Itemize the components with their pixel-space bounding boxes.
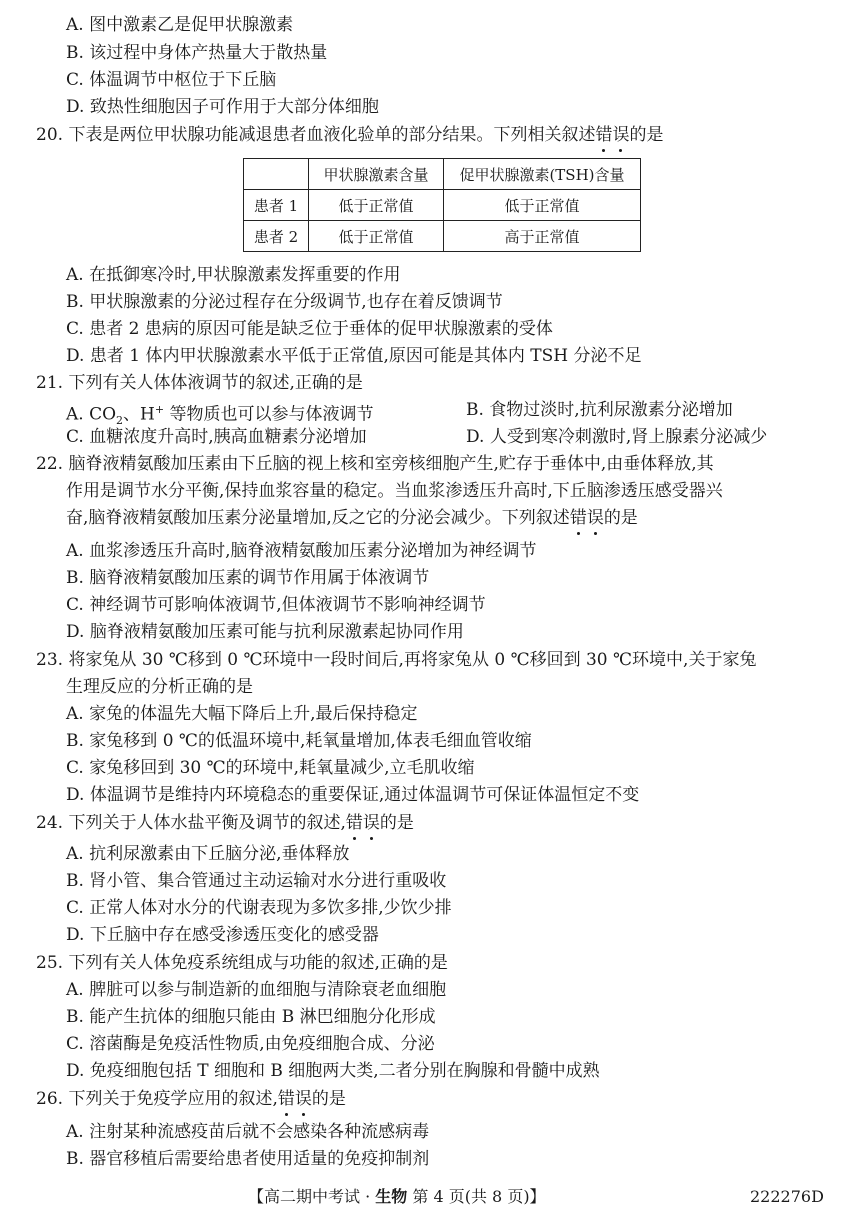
q24-option-a: A. 抗利尿激素由下丘脑分泌,垂体释放 [66,844,350,864]
q23-stem-line: 生理反应的分析正确的是 [66,677,253,697]
q21-option-d: D. 人受到寒冷刺激时,肾上腺素分泌减少 [466,427,768,447]
q20-stem-end: 的是 [629,125,664,145]
emphasis-char: 误 [362,813,380,833]
footer-exam-name: 【高二期中考试 · [248,1187,376,1206]
q22-option-c: C. 神经调节可影响体液调节,但体液调节不影响神经调节 [66,595,486,615]
q22-stem-line: 作用是调节水分平衡,保持血浆容量的稳定。当血浆渗透压升高时,下丘脑渗透压感受器兴 [66,481,723,501]
q23-option-a: A. 家兔的体温先大幅下降后上升,最后保持稳定 [66,704,418,724]
q23-option-b: B. 家兔移到 0 ℃的低温环境中,耗氧量增加,体表毛细血管收缩 [66,731,532,751]
q24-stem [36,812,414,834]
q26-option-a: A. 注射某种流感疫苗后就不会感染各种流感病毒 [66,1122,430,1142]
table-cell: 高于正常值 [444,221,641,252]
q20-option-d: D. 患者 1 体内甲状腺激素水平低于正常值,原因可能是其体内 TSH 分泌不足 [66,346,642,366]
table-cell: 低于正常值 [309,221,444,252]
table-header-cell [244,159,309,190]
q26-stem-end: 的是 [311,1089,346,1109]
table-cell: 患者 1 [244,190,309,221]
emphasis-char: 误 [586,508,604,528]
q23-option-c: C. 家兔移回到 30 ℃的环境中,耗氧量减少,立毛肌收缩 [66,758,475,778]
table-row [244,190,641,221]
q25-option-d: D. 免疫细胞包括 T 细胞和 B 细胞两大类,二者分别在胸腺和骨髓中成熟 [66,1061,600,1081]
table-cell: 患者 2 [244,221,309,252]
q25-option-a: A. 脾脏可以参与制造新的血细胞与清除衰老血细胞 [66,980,447,1000]
q21-stem: 21. 下列有关人体体液调节的叙述,正确的是 [36,373,363,393]
emphasis-char: 错 [277,1089,295,1109]
emphasis-char: 错 [569,508,587,528]
thyroid-results-table [243,158,641,252]
table-header-cell: 甲状腺激素含量 [309,159,444,190]
q22-stem-line: 22. 脑脊液精氨酸加压素由下丘脑的视上核和室旁核细胞产生,贮存于垂体中,由垂体释放,其 [36,454,714,474]
q22-stem-text: 奋,脑脊液精氨酸加压素分泌量增加,反之它的分泌会减少。下列叙述 [66,508,570,528]
q24-option-b: B. 肾小管、集合管通过主动运输对水分进行重吸收 [66,871,447,891]
q24-option-d: D. 下丘脑中存在感受渗透压变化的感受器 [66,925,379,945]
q23-option-d: D. 体温调节是维持内环境稳态的重要保证,通过体温调节可保证体温恒定不变 [66,785,640,805]
q22-option-d: D. 脑脊液精氨酸加压素可能与抗利尿激素起协同作用 [66,622,464,642]
q25-option-b: B. 能产生抗体的细胞只能由 B 淋巴细胞分化形成 [66,1007,436,1027]
emphasis-char: 误 [294,1089,312,1109]
q24-stem-text: 24. 下列关于人体水盐平衡及调节的叙述, [36,813,346,833]
footer-code: 222276D [750,1187,824,1206]
q22-option-b: B. 脑脊液精氨酸加压素的调节作用属于体液调节 [66,568,430,588]
q25-option-c: C. 溶菌酶是免疫活性物质,由免疫细胞合成、分泌 [66,1034,435,1054]
q21-option-a-text: A. CO [66,404,117,425]
q19-option-b: B. 该过程中身体产热量大于散热量 [66,43,328,63]
q19-option-d: D. 致热性细胞因子可作用于大部分体细胞 [66,97,379,117]
table-header-cell: 促甲状腺激素(TSH)含量 [444,159,641,190]
q22-option-a: A. 血浆渗透压升高时,脑脊液精氨酸加压素分泌增加为神经调节 [66,541,537,561]
q22-stem-line [66,507,638,529]
q19-option-c: C. 体温调节中枢位于下丘脑 [66,70,277,90]
table-cell: 低于正常值 [309,190,444,221]
q21-option-a-text: 等物质也可以参与体液调节 [164,404,374,425]
table-row [244,221,641,252]
q26-option-b: B. 器官移植后需要给患者使用适量的免疫抑制剂 [66,1149,430,1169]
q21-option-b: B. 食物过淡时,抗利尿激素分泌增加 [466,400,733,420]
q24-option-c: C. 正常人体对水分的代谢表现为多饮多排,少饮少排 [66,898,452,918]
footer-page-number: 第 4 页(共 8 页)】 [407,1187,546,1206]
superscript: + [154,403,165,416]
q24-stem-end: 的是 [379,813,414,833]
q19-option-a: A. 图中激素乙是促甲状腺激素 [66,15,294,35]
q22-stem-end: 的是 [603,508,638,528]
q23-stem-line: 23. 将家兔从 30 ℃移到 0 ℃环境中一段时间后,再将家兔从 0 ℃移回到 30 ℃环境中,关于家兔 [36,650,757,670]
page-footer [248,1186,546,1208]
q26-stem [36,1088,346,1110]
q20-stem-text: 20. 下表是两位甲状腺功能减退患者血液化验单的部分结果。下列相关叙述 [36,125,596,145]
table-header-row [244,159,641,190]
emphasis-char: 误 [612,125,630,145]
footer-subject: 生物 [375,1187,408,1206]
q21-option-c: C. 血糖浓度升高时,胰高血糖素分泌增加 [66,427,367,447]
table-cell: 低于正常值 [444,190,641,221]
q21-option-a-text: 、H [123,404,155,425]
emphasis-char: 错 [595,125,613,145]
q20-option-a: A. 在抵御寒冷时,甲状腺激素发挥重要的作用 [66,265,401,285]
q25-stem: 25. 下列有关人体免疫系统组成与功能的叙述,正确的是 [36,953,448,973]
emphasis-char: 错 [345,813,363,833]
q20-stem [36,124,663,146]
q20-option-b: B. 甲状腺激素的分泌过程存在分级调节,也存在着反馈调节 [66,292,503,312]
q26-stem-text: 26. 下列关于免疫学应用的叙述, [36,1089,278,1109]
q20-option-c: C. 患者 2 患病的原因可能是缺乏位于垂体的促甲状腺激素的受体 [66,319,553,339]
subscript: 2 [116,414,124,428]
